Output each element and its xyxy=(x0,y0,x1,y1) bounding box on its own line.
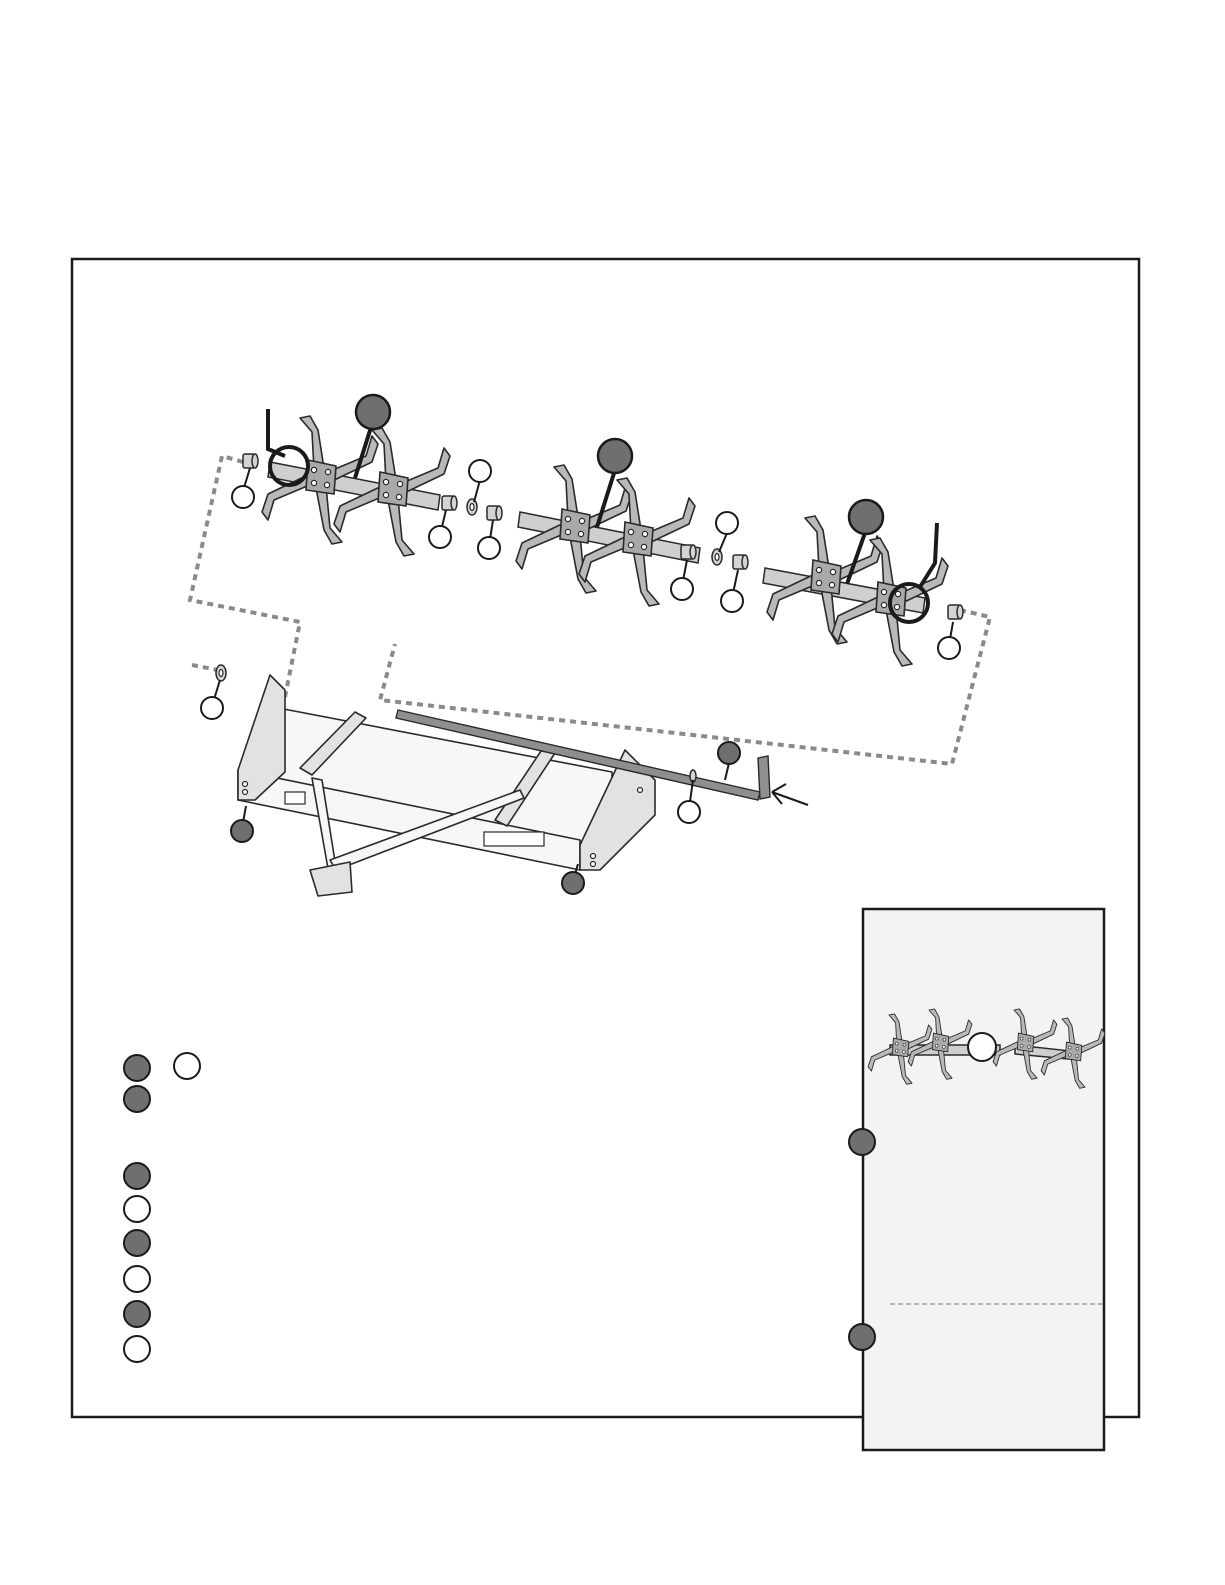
callout-marker xyxy=(716,512,738,534)
callout-marker xyxy=(721,590,743,612)
callout-marker xyxy=(469,460,491,482)
legend-markers xyxy=(124,1053,200,1362)
callout-marker xyxy=(938,637,960,659)
assembly-path-bottom-left xyxy=(192,665,218,670)
inset-step-marker xyxy=(849,1129,875,1155)
legend-marker xyxy=(174,1053,200,1079)
callout-marker xyxy=(429,526,451,548)
inset-callout-marker xyxy=(968,1033,996,1061)
inset-step-marker xyxy=(849,1324,875,1350)
callout-marker xyxy=(678,801,700,823)
legend-marker xyxy=(124,1163,150,1189)
callout-marker xyxy=(671,578,693,600)
legend-marker xyxy=(124,1086,150,1112)
callout-marker xyxy=(201,697,223,719)
callout-marker xyxy=(718,742,740,764)
inset-panel xyxy=(849,909,1105,1450)
tow-frame xyxy=(238,675,655,896)
legend-marker xyxy=(124,1196,150,1222)
tine-reel-assembly xyxy=(216,409,963,681)
callout-marker xyxy=(478,537,500,559)
insert-direction-arrow xyxy=(772,784,808,805)
callout-marker xyxy=(356,395,390,429)
callout-marker xyxy=(849,500,883,534)
legend-marker xyxy=(124,1336,150,1362)
legend-marker xyxy=(124,1301,150,1327)
legend-marker xyxy=(124,1266,150,1292)
legend-marker xyxy=(124,1230,150,1256)
callout-marker xyxy=(232,486,254,508)
callout-marker xyxy=(562,872,584,894)
legend-marker xyxy=(124,1055,150,1081)
callout-marker xyxy=(231,820,253,842)
callout-marker xyxy=(598,439,632,473)
